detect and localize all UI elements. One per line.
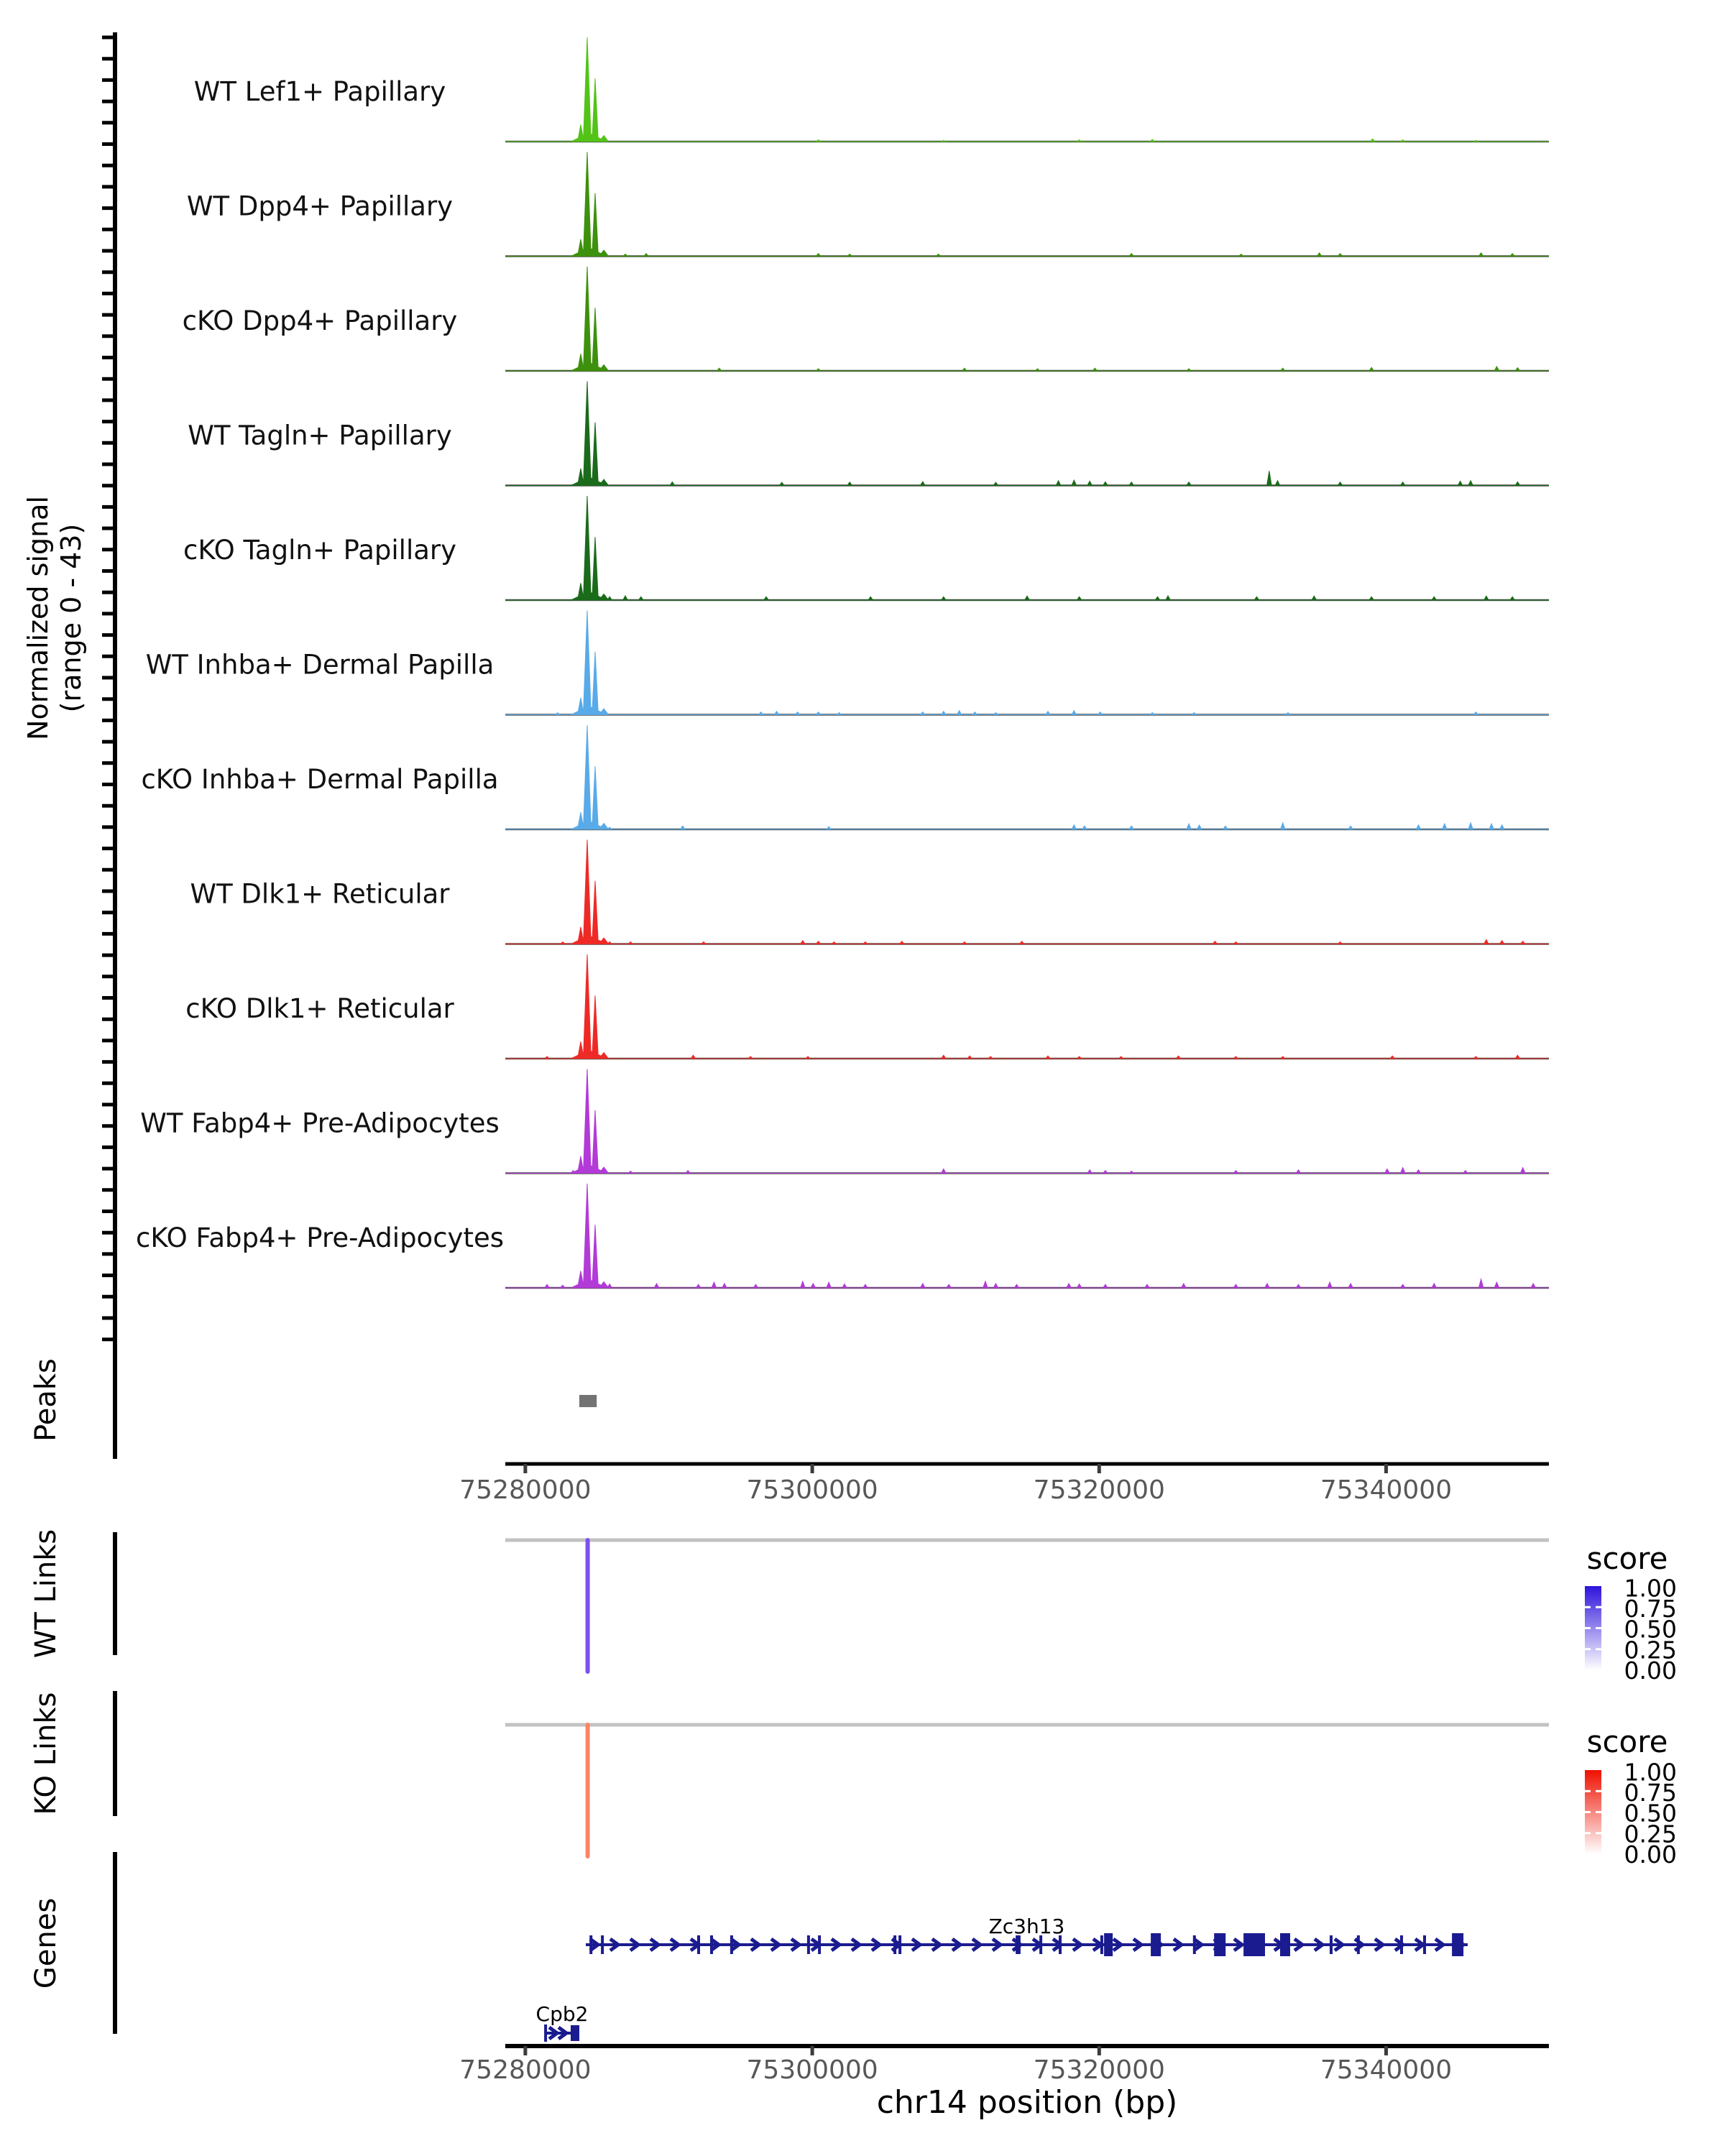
track-label: WT Dpp4+ Papillary [186, 190, 454, 222]
axis-tick-label: 75320000 [1033, 1475, 1165, 1505]
coverage-track [505, 267, 1549, 371]
axis-tick-label: 75320000 [1033, 2055, 1165, 2085]
genes-section-label: Genes [29, 1897, 63, 1989]
coverage-track [505, 496, 1549, 600]
track-label: WT Tagln+ Papillary [188, 420, 452, 451]
score-legend-value: 0.00 [1624, 1840, 1677, 1869]
gene-name-label: Cpb2 [535, 2002, 589, 2026]
exon-block [1104, 1933, 1113, 1956]
score-legend-value: 0.50 [1624, 1615, 1677, 1644]
coverage-track [505, 611, 1549, 715]
score-legend-value: 0.25 [1624, 1820, 1677, 1848]
exon-block [571, 2025, 579, 2041]
wt-links [115, 1532, 1602, 1672]
coverage-signal [505, 611, 1549, 715]
score-legend-value: 0.75 [1624, 1779, 1677, 1807]
exon-block [1452, 1933, 1463, 1956]
track-label: cKO Inhba+ Dermal Papilla [141, 764, 499, 795]
gene-name-label: Zc3h13 [988, 1915, 1065, 1938]
coverage-signal [505, 496, 1549, 600]
track-label: WT Dlk1+ Reticular [190, 878, 450, 910]
track-label: cKO Fabp4+ Pre-Adipocytes [135, 1222, 505, 1253]
exon-block [1243, 1933, 1265, 1956]
score-legend-value: 0.50 [1624, 1799, 1677, 1828]
y-axis-label-line1: Normalized signal [22, 496, 54, 740]
ko-links [115, 1691, 1602, 1856]
coverage-track [505, 1184, 1549, 1288]
x-axis-title: chr14 position (bp) [876, 2084, 1178, 2121]
peak-interval [579, 1395, 597, 1407]
position-axis [505, 2046, 1549, 2055]
coverage-signal [505, 152, 1549, 257]
ko-links-section-label: KO Links [29, 1692, 63, 1815]
coverage-track [505, 1069, 1549, 1174]
score-legend-title: score [1586, 1724, 1668, 1759]
track-label: WT Fabp4+ Pre-Adipocytes [140, 1107, 500, 1139]
coverage-track [505, 382, 1549, 486]
score-legend-title: score [1586, 1541, 1668, 1576]
coverage-track [505, 954, 1549, 1059]
gene-model [545, 2024, 579, 2042]
peaks-section-label: Peaks [29, 1358, 63, 1442]
coverage-track [505, 725, 1549, 829]
score-legend-value: 0.75 [1624, 1595, 1677, 1623]
axis-tick-label: 75340000 [1320, 2055, 1453, 2085]
exon-block [1280, 1933, 1290, 1956]
score-legend-value: 0.00 [1624, 1656, 1677, 1685]
track-label: WT Lef1+ Papillary [193, 76, 446, 107]
position-axis [505, 1464, 1549, 1473]
signal-axis-bracket [102, 32, 115, 1350]
track-label: cKO Tagln+ Papillary [183, 535, 457, 566]
coverage-track [505, 840, 1549, 944]
axis-tick-label: 75300000 [746, 2055, 878, 2085]
coverage-signal [505, 1184, 1549, 1288]
axis-tick-label: 75280000 [459, 1475, 592, 1505]
axis-tick-label: 75340000 [1320, 1475, 1453, 1505]
coverage-signal [505, 382, 1549, 486]
y-axis-label-line2: (range 0 - 43) [55, 523, 87, 713]
coverage-track [505, 152, 1549, 257]
exon-block [1214, 1933, 1225, 1956]
wt-links-section-label: WT Links [29, 1529, 63, 1659]
axis-tick-label: 75280000 [459, 2055, 592, 2085]
coverage-signal [505, 267, 1549, 371]
coverage-signal [505, 37, 1549, 142]
coverage-track [505, 37, 1549, 142]
score-legend-value: 1.00 [1624, 1758, 1677, 1787]
track-label: cKO Dpp4+ Papillary [182, 305, 458, 336]
coverage-signal [505, 954, 1549, 1059]
track-label: WT Inhba+ Dermal Papilla [145, 649, 494, 681]
score-legend-value: 1.00 [1624, 1574, 1677, 1603]
axis-tick-label: 75300000 [746, 1475, 878, 1505]
coverage-signal [505, 840, 1549, 944]
coverage-signal [505, 725, 1549, 829]
track-label: cKO Dlk1+ Reticular [185, 993, 454, 1024]
exon-block [1151, 1933, 1161, 1956]
coverage-signal [505, 1069, 1549, 1174]
score-legend-value: 0.25 [1624, 1636, 1677, 1664]
